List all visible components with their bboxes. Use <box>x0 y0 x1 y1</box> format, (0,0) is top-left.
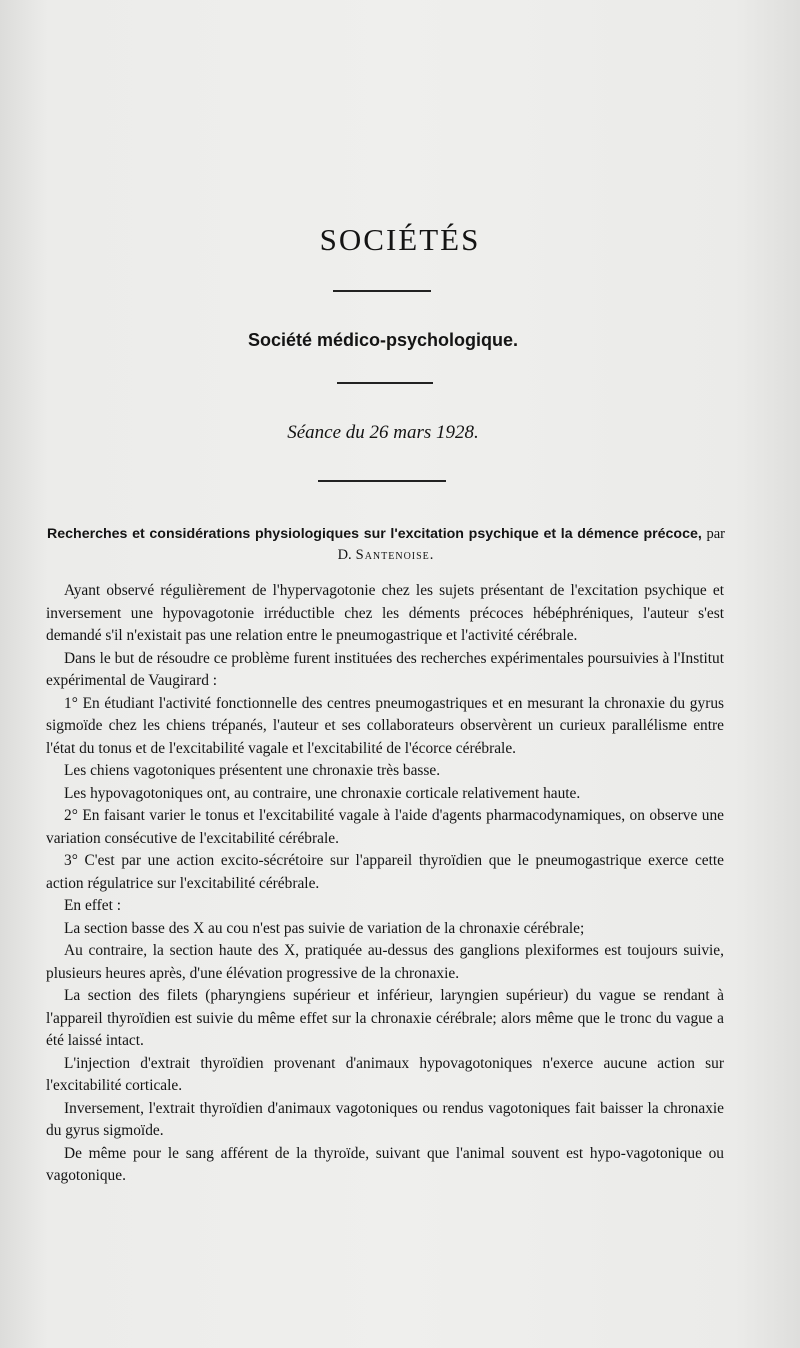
paragraph: 3° C'est par une action excito-sécrétoire sur l'appareil thyroïdien que le pneumogastrique exerce cette action régulatrice sur l'excitabilité cérébrale. <box>46 852 724 892</box>
article-author-name: Santenoise. <box>355 547 435 563</box>
paragraph: L'injection d'extrait thyroïdien provenant d'animaux hypovagotoniques n'exerce aucune action sur l'excitabilité corticale. <box>46 1054 724 1094</box>
seance-date: Séance du 26 mars 1928. <box>287 422 479 443</box>
section-title: SOCIÉTÉS <box>319 222 481 257</box>
paragraph: De même pour le sang afférent de la thyroïde, suivant que l'animal souvent est hypo-vagotonique ou vagotonique. <box>46 1144 724 1184</box>
society-name: Société médico-psychologique. <box>247 330 519 350</box>
paragraph: La section basse des X au cou n'est pas suivie de variation de la chronaxie cérébrale; <box>64 919 585 937</box>
article-title-text: Recherches et considérations physiologiques sur l'excitation psychique et la démence précoce, <box>47 526 702 542</box>
paragraph: Au contraire, la section haute des X, pratiquée au-dessus des ganglions plexiformes est toujours suivie, plusieurs heures après, d'une élévation progressive de la chronaxie. <box>46 942 724 982</box>
paragraph: La section des filets (pharyngiens supérieur et inférieur, laryngien supérieur) du vague se rendant à l'appareil thyroïdien est suivie du même effet sur la chronaxie cérébrale; alors même que le tronc du vague a été laissé intact. <box>46 987 724 1049</box>
paragraph: Dans le but de résoudre ce problème furent instituées des recherches expérimentales poursuivies à l'Institut expérimental de Vaugirard : <box>46 649 724 689</box>
article-title <box>47 524 725 566</box>
paragraph: Inversement, l'extrait thyroïdien d'animaux vagotoniques ou rendus vagotoniques fait baisser la chronaxie du gyrus sigmoïde. <box>46 1099 724 1139</box>
title-divider <box>333 290 431 292</box>
paragraph: En effet : <box>64 897 121 914</box>
article-body <box>46 580 724 1188</box>
paragraph: Les hypovagotoniques ont, au contraire, une chronaxie corticale relativement haute. <box>64 784 581 802</box>
paragraph: Les chiens vagotoniques présentent une chronaxie très basse. <box>64 762 441 779</box>
paragraph: 1° En étudiant l'activité fonctionnelle des centres pneumogastriques et en mesurant la chronaxie du gyrus sigmoïde chez les chiens trépanés, l'auteur et ses collaborateurs observèrent un curieux parallélisme entre l'état du tonus et de l'excitabilité vagale et l'excitabilité de l'écorce cérébrale. <box>46 694 724 757</box>
paragraph: Ayant observé régulièrement de l'hypervagotonie chez les sujets présentant de l'excitation psychique et inversement une hypovagotonie irréductible chez les déments précoces hébéphréniques, l'auteur s'est demandé s'il n'existait pas une relation entre le pneumogastrique et l'activité cérébrale. <box>46 582 724 644</box>
seance-divider <box>318 480 446 482</box>
article-author-prefix: par D. <box>337 526 725 563</box>
paragraph: 2° En faisant varier le tonus et l'excitabilité vagale à l'aide d'agents pharmacodynamiques, on observe une variation consécutive de l'excitabilité cérébrale. <box>46 807 724 847</box>
society-divider <box>337 382 433 384</box>
